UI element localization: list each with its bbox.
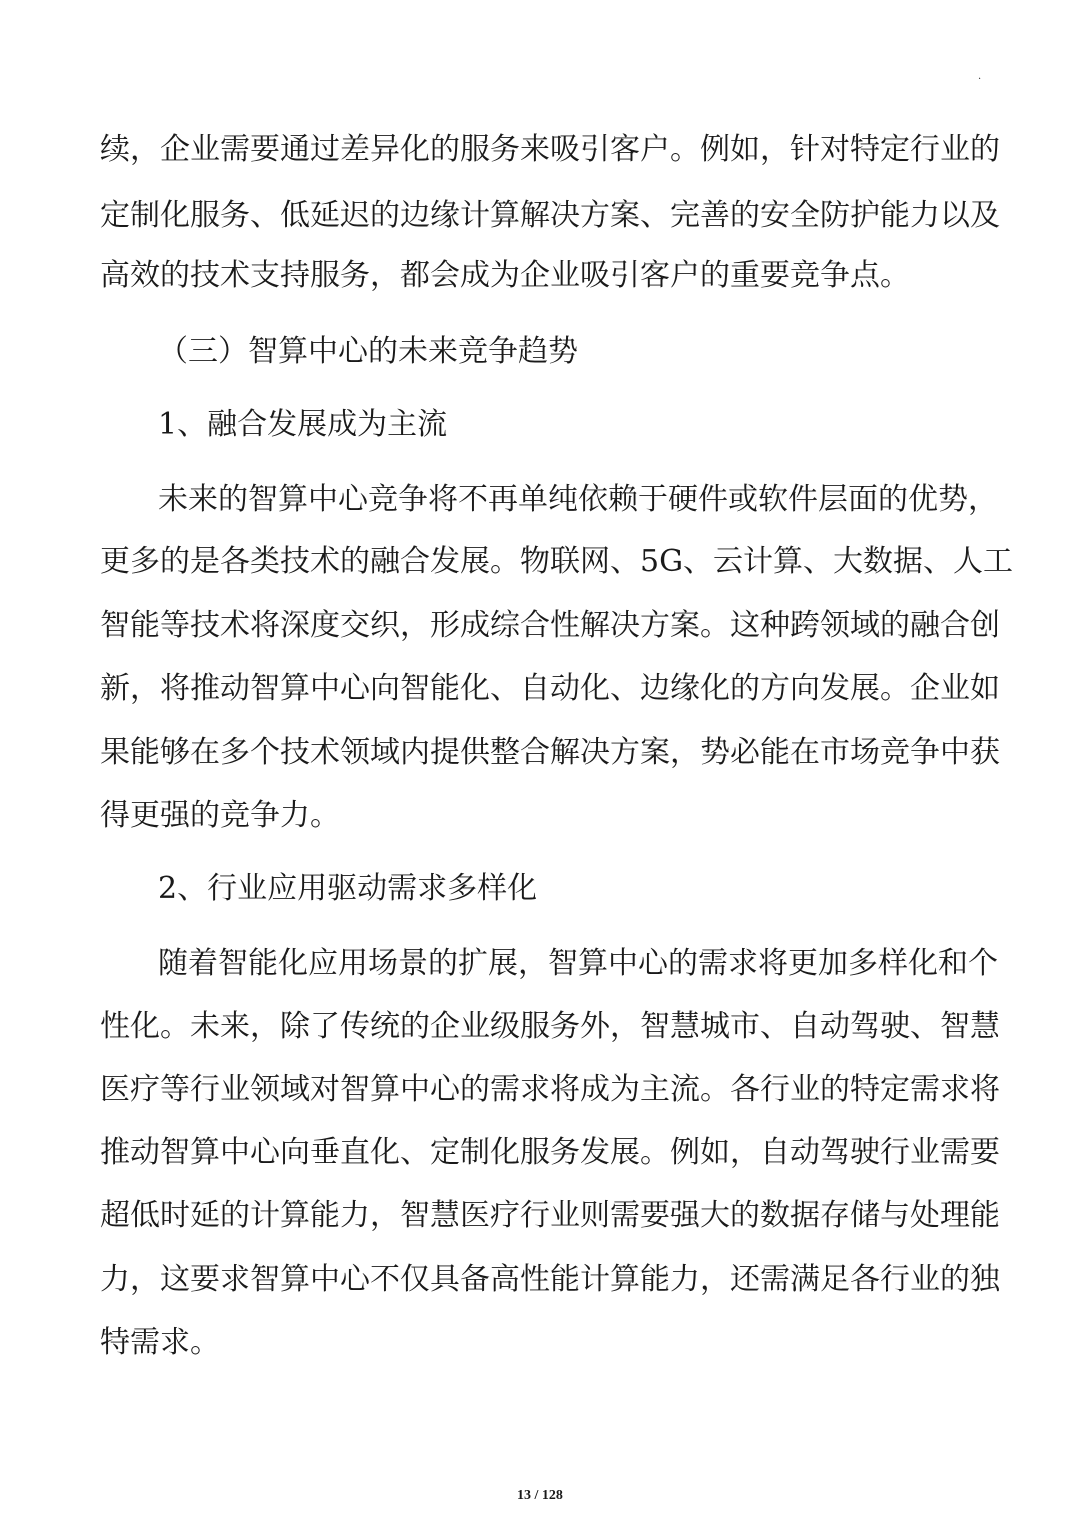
subsection-heading-2: 2、行业应用驱动需求多样化: [158, 871, 538, 906]
section-heading: （三）智算中心的未来竞争趋势: [158, 334, 578, 369]
subsection-heading-1: 1、融合发展成为主流: [158, 407, 448, 442]
text-line: 推动智算中心向垂直化、定制化服务发展。例如，自动驾驶行业需要: [100, 1135, 1000, 1170]
text-line: 未来的智算中心竞争将不再单纯依赖于硬件或软件层面的优势，: [158, 482, 998, 517]
text-line: 得更强的竞争力。: [100, 798, 340, 833]
text-line: 医疗等行业领域对智算中心的需求将成为主流。各行业的特定需求将: [100, 1072, 1000, 1107]
text-line: 更多的是各类技术的融合发展。物联网、5G、云计算、大数据、人工: [100, 544, 1014, 579]
text-line: 新，将推动智算中心向智能化、自动化、边缘化的方向发展。企业如: [100, 671, 1000, 706]
text-line: 特需求。: [100, 1325, 220, 1360]
corner-mark: .: [978, 71, 982, 82]
text-line: 超低时延的计算能力，智慧医疗行业则需要强大的数据存储与处理能: [100, 1198, 1000, 1233]
text-line: 性化。未来，除了传统的企业级服务外，智慧城市、自动驾驶、智慧: [100, 1009, 1000, 1044]
text-line: 定制化服务、低延迟的边缘计算解决方案、完善的安全防护能力以及: [100, 198, 1000, 233]
text-line: 随着智能化应用场景的扩展，智算中心的需求将更加多样化和个: [158, 946, 998, 981]
page-number: 13 / 128: [517, 1488, 563, 1503]
text-line: 力，这要求智算中心不仅具备高性能计算能力，还需满足各行业的独: [100, 1262, 1000, 1297]
text-line: 果能够在多个技术领域内提供整合解决方案，势必能在市场竞争中获: [100, 735, 1000, 770]
text-line: 高效的技术支持服务，都会成为企业吸引客户的重要竞争点。: [100, 258, 910, 293]
text-line: 续，企业需要通过差异化的服务来吸引客户。例如，针对特定行业的: [100, 132, 1000, 167]
text-line: 智能等技术将深度交织，形成综合性解决方案。这种跨领域的融合创: [100, 608, 1000, 643]
